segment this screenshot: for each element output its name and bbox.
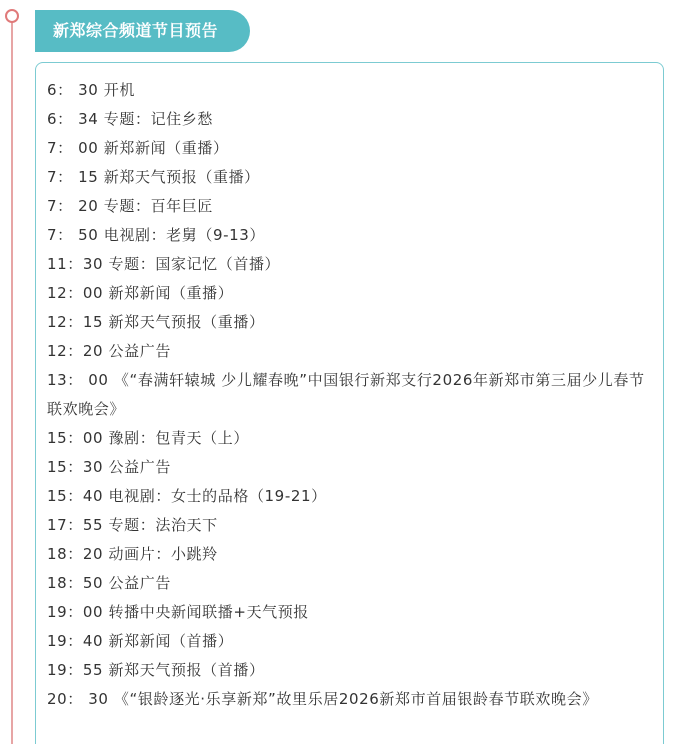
- timeline-line: [11, 22, 13, 744]
- schedule-item: 7： 20 专题：百年巨匠: [47, 197, 213, 215]
- schedule-item: 18：50 公益广告: [47, 574, 171, 592]
- schedule-item: 19：55 新郑天气预报（首播）: [47, 661, 265, 679]
- schedule-item: 17：55 专题：法治天下: [47, 516, 218, 534]
- schedule-item: 11：30 专题：国家记忆（首播）: [47, 255, 281, 273]
- section-title: 新郑综合频道节目预告: [35, 10, 250, 52]
- schedule-item: 15：40 电视剧：女士的品格（19-21）: [47, 487, 327, 505]
- schedule-item: 19：00 转播中央新闻联播+天气预报: [47, 603, 309, 621]
- schedule-item: 7： 00 新郑新闻（重播）: [47, 139, 229, 157]
- schedule-item: 6： 34 专题：记住乡愁: [47, 110, 213, 128]
- schedule-item: 7： 15 新郑天气预报（重播）: [47, 168, 260, 186]
- schedule-item: 15：30 公益广告: [47, 458, 171, 476]
- schedule-item: 15：00 豫剧：包青天（上）: [47, 429, 249, 447]
- schedule-item: 13： 00 《“春满轩辕城 少儿耀春晚”中国银行新郑支行2026年新郑市第三届少儿春节联欢晚会》: [47, 371, 645, 418]
- schedule-item: 20： 30 《“银龄逐光·乐享新郑”故里乐居2026新郑市首届银龄春节联欢晚会》: [47, 690, 598, 708]
- schedule-item: 12：15 新郑天气预报（重播）: [47, 313, 265, 331]
- schedule-item: 6： 30 开机: [47, 81, 135, 99]
- schedule-item: 18：20 动画片：小跳羚: [47, 545, 218, 563]
- schedule-item: 12：20 公益广告: [47, 342, 171, 360]
- schedule-item: 19：40 新郑新闻（首播）: [47, 632, 234, 650]
- schedule-box: [35, 62, 664, 744]
- schedule-list: [47, 76, 652, 714]
- schedule-item: 12：00 新郑新闻（重播）: [47, 284, 234, 302]
- schedule-item: 7： 50 电视剧：老舅（9-13）: [47, 226, 266, 244]
- timeline-dot-icon: [5, 9, 19, 23]
